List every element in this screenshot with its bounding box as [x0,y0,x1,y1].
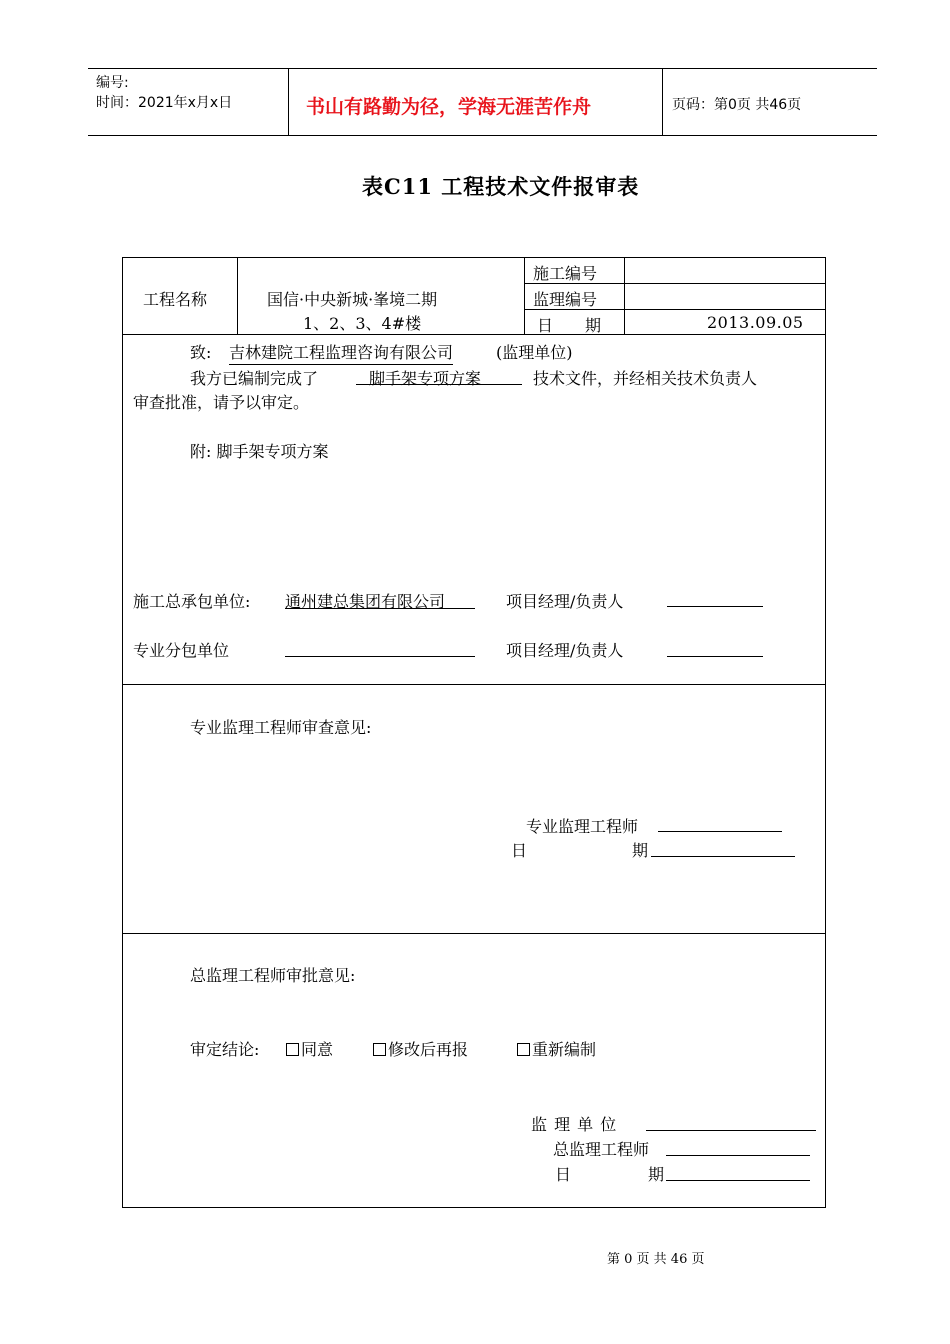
engineer-date-label-left: 日 [511,841,528,860]
option-revise-label: 修改后再报 [388,1040,469,1059]
to-company: 吉林建院工程监理咨询有限公司 [229,340,453,365]
chief-engineer-line[interactable] [666,1155,810,1156]
line1-prefix: 我方已编制完成了 [190,369,319,388]
to-prefix: 致: [190,343,212,362]
subcontractor-label: 专业分包单位 [133,641,230,660]
supervision-no-label: 监理编号 [533,290,598,309]
pm-label-2: 项目经理/负责人 [506,641,624,660]
header-divider-right [662,68,663,136]
info-col-divider-2 [524,257,525,334]
general-contractor-label: 施工总承包单位: [133,592,251,611]
table-border-left [122,257,123,1208]
pm-signature-line-2[interactable] [667,656,763,657]
conclusion-label: 审定结论: [190,1040,260,1059]
table-border-bottom [122,1207,826,1208]
page-title: 表C11 工程技术文件报审表 [362,174,640,199]
serial-label: 编号: [96,75,129,91]
chief-date-line[interactable] [666,1180,810,1181]
supervision-unit-line[interactable] [646,1130,816,1131]
time-label: 时间：2021年x月x日 [96,95,233,111]
motto: 书山有路勤为径，学海无涯苦作舟 [306,96,592,118]
chief-engineer-label: 总监理工程师 [553,1140,650,1159]
pm-signature-line-1[interactable] [667,606,763,607]
option-revise[interactable] [373,1037,468,1060]
header-divider-left [288,68,289,136]
checkbox-revise[interactable] [373,1043,386,1056]
chief-date-label-left: 日 [555,1165,572,1184]
engineer-section-bottom [122,933,826,934]
supervision-unit-label: 监 理 单 位 [531,1115,618,1134]
project-name-label: 工程名称 [143,290,208,309]
doc-name: 脚手架专项方案 [369,369,482,388]
general-contractor-value: 通州建总集团有限公司 [285,592,446,611]
line1-suffix: 技术文件，并经相关技术负责人 [533,369,758,388]
engineer-opinion-label: 专业监理工程师审查意见: [190,718,372,737]
option-agree-label: 同意 [301,1040,334,1059]
info-section-bottom [122,334,826,335]
header-top-rule [88,68,877,69]
to-suffix: (监理单位) [496,343,573,362]
info-col-divider-3 [624,257,625,334]
engineer-date-line[interactable] [651,856,795,857]
engineer-signature-line[interactable] [658,831,782,832]
pm-label-1: 项目经理/负责人 [506,592,624,611]
checkbox-redo[interactable] [517,1043,530,1056]
date-label: 日 期 [537,316,602,335]
option-redo[interactable] [517,1037,596,1060]
date-value[interactable]: 2013.09.05 [707,313,804,332]
subcontractor-underline[interactable] [285,656,475,657]
checkbox-agree[interactable] [286,1043,299,1056]
page-footer: 第 0 页 共 46 页 [607,1252,705,1267]
table-border-top [122,257,826,258]
submission-section-bottom [122,684,826,685]
attachment: 附: 脚手架专项方案 [190,442,329,461]
option-agree[interactable] [286,1037,333,1060]
project-name-line2: 1、2、3、4#楼 [303,314,422,333]
construction-no-label: 施工编号 [533,264,598,283]
chief-opinion-label: 总监理工程师审批意见: [190,966,356,985]
engineer-date-label-right: 期 [632,841,649,860]
table-border-right [825,257,826,1208]
line2: 审查批准，请予以审定。 [133,393,310,412]
general-contractor-underline [285,608,475,609]
page-label: 页码：第0页 共46页 [672,97,802,113]
header-bottom-rule [88,135,877,136]
engineer-label: 专业监理工程师 [526,817,639,836]
info-col-divider-1 [237,257,238,334]
project-name-line1: 国信·中央新城·峯境二期 [267,290,438,309]
chief-date-label-right: 期 [648,1165,665,1184]
option-redo-label: 重新编制 [532,1040,597,1059]
